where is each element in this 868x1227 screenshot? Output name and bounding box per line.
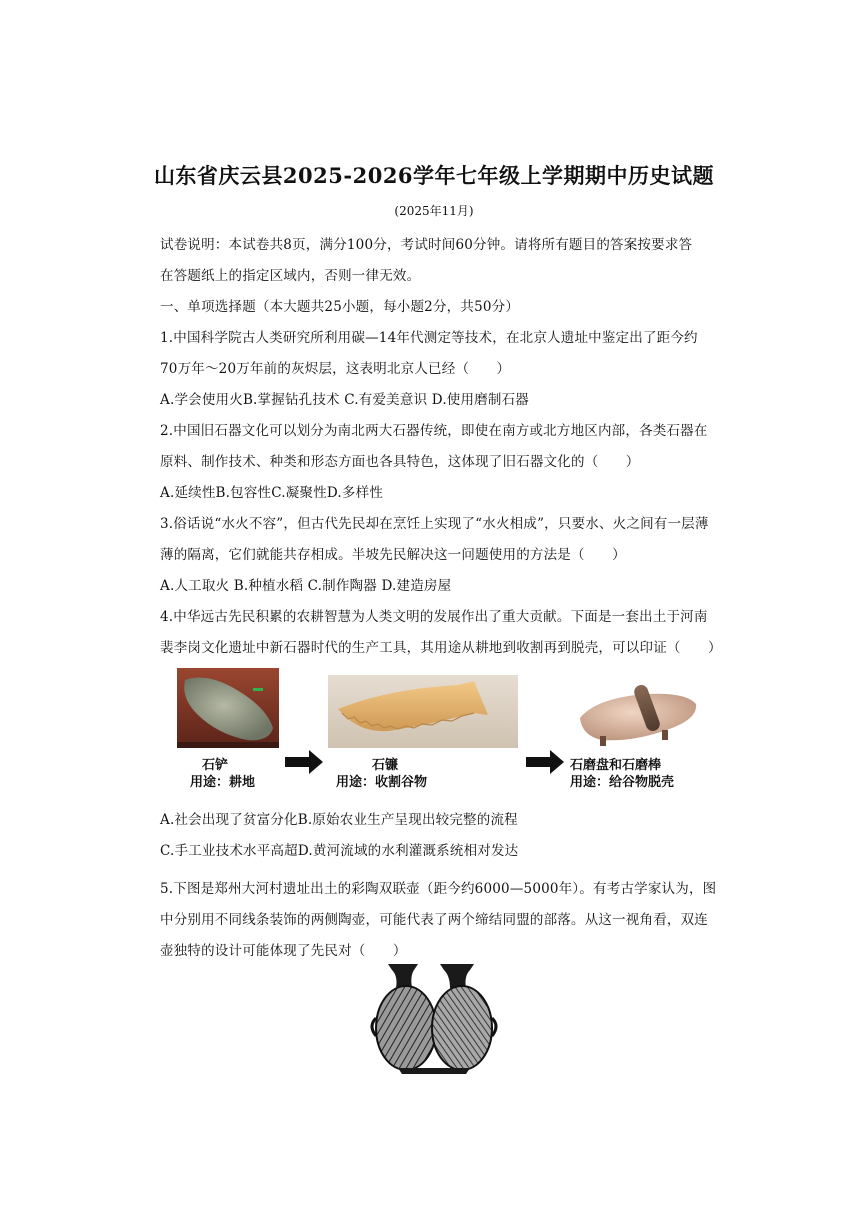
tool3-use: 用途：给谷物脱壳 <box>570 775 675 790</box>
grinding-stone-image <box>576 672 700 750</box>
q2-stem-line-1: 2.中国旧石器文化可以划分为南北两大石器传统，即使在南方或北方地区内部，各类石器在 <box>160 423 708 439</box>
stone-sickle-image <box>328 675 518 748</box>
q2-stem-line-2: 原料、制作技术、种类和形态方面也各具特色，这体现了旧石器文化的（ ） <box>160 454 640 470</box>
q3-options: A.人工取火 B.种植水稻 C.制作陶器 D.建造房屋 <box>160 578 452 594</box>
q1-options: A.学会使用火B.掌握钻孔技术 C.有爱美意识 D.使用磨制石器 <box>160 392 530 408</box>
instructions-line-1: 试卷说明：本试卷共8页，满分100分，考试时间60分钟。请将所有题目的答案按要求答 <box>160 237 693 253</box>
q5-stem-line-1: 5.下图是郑州大河村遗址出土的彩陶双联壶（距今约6000—5000年）。有考古学家认为，图 <box>160 881 717 897</box>
tool1-name: 石铲 <box>202 758 229 773</box>
exam-date: (2025年11月) <box>394 204 474 218</box>
q5-stem-line-2: 中分别用不同线条装饰的两侧陶壶，可能代表了两个缔结同盟的部落。从这一视角看，双连 <box>160 912 708 928</box>
q3-stem-line-1: 3.俗话说“水火不容”，但古代先民却在烹饪上实现了“水火相成”，只要水、火之间有一层薄 <box>160 516 709 532</box>
q4-options-line-1: A.社会出现了贫富分化B.原始农业生产呈现出较完整的流程 <box>160 812 518 828</box>
q3-stem-line-2: 薄的隔离，它们就能共存相成。半坡先民解决这一问题使用的方法是（ ） <box>160 547 626 563</box>
q2-options: A.延续性B.包容性C.凝聚性D.多样性 <box>160 485 384 501</box>
q4-stem-line-2: 裴李岗文化遗址中新石器时代的生产工具，其用途从耕地到收割再到脱壳，可以印证（ ） <box>160 640 722 656</box>
stone-shovel-image <box>177 668 279 748</box>
q4-options-line-2: C.手工业技术水平高超D.黄河流域的水利灌溉系统相对发达 <box>160 843 519 859</box>
instructions-line-2: 在答题纸上的指定区域内，否则一律无效。 <box>160 268 421 284</box>
q4-stem-line-1: 4.中华远古先民积累的农耕智慧为人类文明的发展作出了重大贡献。下面是一套出土于河南 <box>160 609 708 625</box>
tool1-use: 用途：耕地 <box>190 775 256 790</box>
q5-stem-line-3: 壶独特的设计可能体现了先民对（ ） <box>160 943 407 959</box>
page-title: 山东省庆云县2025-2026学年七年级上学期期中历史试题 <box>153 163 715 188</box>
q1-stem-line-2: 70万年～20万年前的灰烬层，这表明北京人已经（ ） <box>160 361 511 377</box>
tool2-use: 用途：收割谷物 <box>336 775 428 790</box>
q1-stem-line-1: 1.中国科学院古人类研究所利用碳—14年代测定等技术，在北京人遗址中鉴定出了距今约 <box>160 330 698 346</box>
arrow-right-icon <box>526 750 564 774</box>
double-pot-image <box>370 962 500 1074</box>
q4-tools-figure <box>160 668 720 793</box>
section-heading: 一、单项选择题（本大题共25小题，每小题2分，共50分） <box>160 299 520 315</box>
tool3-name: 石磨盘和石磨棒 <box>570 758 662 773</box>
arrow-right-icon <box>285 750 323 774</box>
tool2-name: 石镰 <box>372 758 399 773</box>
